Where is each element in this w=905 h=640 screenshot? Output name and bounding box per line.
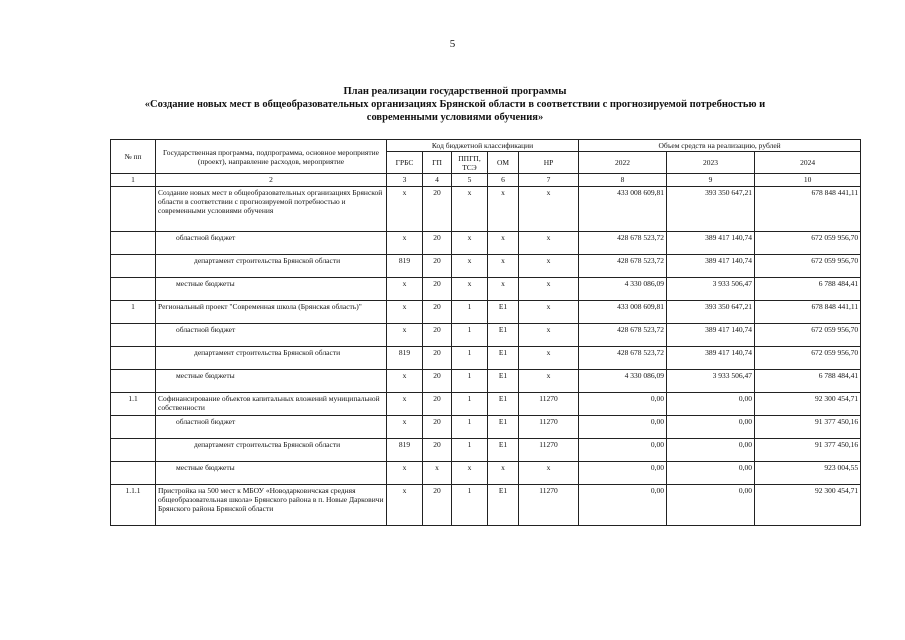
row-2022: 4 330 086,09 bbox=[579, 370, 667, 393]
row-np: х bbox=[519, 347, 579, 370]
row-2024: 672 059 956,70 bbox=[755, 347, 861, 370]
row-gp: 20 bbox=[423, 439, 452, 462]
row-2024: 92 300 454,71 bbox=[755, 485, 861, 526]
row-gp: 20 bbox=[423, 485, 452, 526]
row-np: х bbox=[519, 370, 579, 393]
row-grbs: х bbox=[387, 187, 423, 232]
row-grbs: х bbox=[387, 416, 423, 439]
table-row bbox=[111, 232, 861, 255]
header-index: 2 bbox=[156, 174, 387, 187]
header-index: 4 bbox=[423, 174, 452, 187]
header-2022: 2022 bbox=[579, 152, 667, 174]
row-om: Е1 bbox=[488, 370, 519, 393]
row-om: Е1 bbox=[488, 485, 519, 526]
row-num: 1.1.1 bbox=[111, 485, 156, 526]
row-num: 1 bbox=[111, 301, 156, 324]
row-2022: 428 678 523,72 bbox=[579, 347, 667, 370]
row-num bbox=[111, 347, 156, 370]
row-2022: 0,00 bbox=[579, 416, 667, 439]
plan-table bbox=[110, 139, 861, 526]
row-2024: 91 377 450,16 bbox=[755, 439, 861, 462]
row-2023: 0,00 bbox=[667, 393, 755, 416]
header-volume-group: Объем средств на реализацию, рублей bbox=[579, 140, 861, 152]
header-2024: 2024 bbox=[755, 152, 861, 174]
table-row bbox=[111, 485, 861, 526]
row-gp: 20 bbox=[423, 232, 452, 255]
row-2023: 0,00 bbox=[667, 462, 755, 485]
title-line-1: План реализации государственной программы bbox=[343, 86, 567, 97]
header-index: 7 bbox=[519, 174, 579, 187]
row-ppgp: 1 bbox=[452, 439, 488, 462]
row-om: х bbox=[488, 255, 519, 278]
header-np: НР bbox=[519, 152, 579, 174]
row-num bbox=[111, 255, 156, 278]
row-2022: 0,00 bbox=[579, 462, 667, 485]
row-name: департамент строительства Брянской области bbox=[156, 439, 387, 462]
row-grbs: х bbox=[387, 324, 423, 347]
row-name: Региональный проект "Современная школа (Брянская область)" bbox=[156, 301, 387, 324]
row-num bbox=[111, 278, 156, 301]
row-2022: 433 008 609,81 bbox=[579, 301, 667, 324]
row-2023: 389 417 140,74 bbox=[667, 255, 755, 278]
row-ppgp: х bbox=[452, 278, 488, 301]
row-2023: 0,00 bbox=[667, 439, 755, 462]
row-2024: 923 004,55 bbox=[755, 462, 861, 485]
row-gp: 20 bbox=[423, 278, 452, 301]
row-np: х bbox=[519, 278, 579, 301]
row-2023: 3 933 506,47 bbox=[667, 278, 755, 301]
row-np: х bbox=[519, 462, 579, 485]
header-index: 9 bbox=[667, 174, 755, 187]
row-om: Е1 bbox=[488, 324, 519, 347]
row-2024: 678 848 441,11 bbox=[755, 301, 861, 324]
row-om: х bbox=[488, 462, 519, 485]
row-num bbox=[111, 187, 156, 232]
header-num: № пп bbox=[111, 140, 156, 174]
table-row bbox=[111, 462, 861, 485]
row-2023: 393 350 647,21 bbox=[667, 301, 755, 324]
row-name: областной бюджет bbox=[156, 324, 387, 347]
row-name: Софинансирование объектов капитальных вложений муниципальной собственности bbox=[156, 393, 387, 416]
row-om: х bbox=[488, 278, 519, 301]
table-row bbox=[111, 255, 861, 278]
row-num bbox=[111, 462, 156, 485]
row-om: Е1 bbox=[488, 347, 519, 370]
title-line-2: «Создание новых мест в общеобразовательных организациях Брянской области в соответствии с прогнозируемой потребностью и bbox=[144, 99, 766, 110]
row-2022: 0,00 bbox=[579, 485, 667, 526]
page-number: 5 bbox=[449, 38, 456, 50]
row-2023: 389 417 140,74 bbox=[667, 324, 755, 347]
table-row bbox=[111, 347, 861, 370]
row-ppgp: х bbox=[452, 232, 488, 255]
header-index: 5 bbox=[452, 174, 488, 187]
title-line-3: современными условиями обучения» bbox=[366, 112, 544, 123]
row-gp: 20 bbox=[423, 187, 452, 232]
table-row bbox=[111, 393, 861, 416]
row-num bbox=[111, 416, 156, 439]
row-grbs: х bbox=[387, 370, 423, 393]
row-2022: 0,00 bbox=[579, 439, 667, 462]
row-2024: 672 059 956,70 bbox=[755, 324, 861, 347]
row-num bbox=[111, 439, 156, 462]
row-om: Е1 bbox=[488, 416, 519, 439]
row-om: Е1 bbox=[488, 301, 519, 324]
row-om: Е1 bbox=[488, 439, 519, 462]
row-grbs: х bbox=[387, 301, 423, 324]
row-om: х bbox=[488, 187, 519, 232]
header-index: 1 bbox=[111, 174, 156, 187]
row-np: 11270 bbox=[519, 416, 579, 439]
row-name: Создание новых мест в общеобразовательных организациях Брянской области в соответствии с прогнозируемой потребностью и современными условиями обучения bbox=[156, 187, 387, 232]
header-name: Государственная программа, подпрограмма, основное мероприятие (проект), направление расходов, мероприятие bbox=[156, 140, 387, 174]
header-om: ОМ bbox=[488, 152, 519, 174]
header-index: 6 bbox=[488, 174, 519, 187]
row-2024: 672 059 956,70 bbox=[755, 232, 861, 255]
row-grbs: 819 bbox=[387, 439, 423, 462]
row-gp: 20 bbox=[423, 347, 452, 370]
header-2023: 2023 bbox=[667, 152, 755, 174]
row-num: 1.1 bbox=[111, 393, 156, 416]
row-2022: 433 008 609,81 bbox=[579, 187, 667, 232]
row-ppgp: х bbox=[452, 462, 488, 485]
row-name: департамент строительства Брянской области bbox=[156, 347, 387, 370]
row-gp: 20 bbox=[423, 393, 452, 416]
row-ppgp: 1 bbox=[452, 485, 488, 526]
row-grbs: х bbox=[387, 278, 423, 301]
row-gp: х bbox=[423, 462, 452, 485]
row-name: местные бюджеты bbox=[156, 278, 387, 301]
row-2023: 3 933 506,47 bbox=[667, 370, 755, 393]
row-gp: 20 bbox=[423, 324, 452, 347]
row-ppgp: 1 bbox=[452, 393, 488, 416]
table-row bbox=[111, 187, 861, 232]
row-2022: 428 678 523,72 bbox=[579, 255, 667, 278]
header-gp: ГП bbox=[423, 152, 452, 174]
row-name: областной бюджет bbox=[156, 232, 387, 255]
row-gp: 20 bbox=[423, 370, 452, 393]
row-ppgp: 1 bbox=[452, 370, 488, 393]
row-2023: 0,00 bbox=[667, 416, 755, 439]
row-2023: 389 417 140,74 bbox=[667, 232, 755, 255]
row-grbs: х bbox=[387, 485, 423, 526]
row-ppgp: х bbox=[452, 187, 488, 232]
row-om: Е1 bbox=[488, 393, 519, 416]
row-np: х bbox=[519, 232, 579, 255]
row-2024: 6 788 484,41 bbox=[755, 278, 861, 301]
row-grbs: х bbox=[387, 232, 423, 255]
row-num bbox=[111, 232, 156, 255]
row-2024: 6 788 484,41 bbox=[755, 370, 861, 393]
header-ppgp: ППГП, ТСЭ bbox=[452, 152, 488, 174]
row-ppgp: 1 bbox=[452, 416, 488, 439]
row-name: местные бюджеты bbox=[156, 370, 387, 393]
row-2023: 389 417 140,74 bbox=[667, 347, 755, 370]
table-row bbox=[111, 278, 861, 301]
row-2022: 428 678 523,72 bbox=[579, 232, 667, 255]
table-row bbox=[111, 439, 861, 462]
row-np: 11270 bbox=[519, 485, 579, 526]
row-2024: 91 377 450,16 bbox=[755, 416, 861, 439]
row-grbs: х bbox=[387, 393, 423, 416]
header-index: 8 bbox=[579, 174, 667, 187]
row-2023: 0,00 bbox=[667, 485, 755, 526]
row-om: х bbox=[488, 232, 519, 255]
row-np: х bbox=[519, 301, 579, 324]
header-index: 10 bbox=[755, 174, 861, 187]
row-np: 11270 bbox=[519, 393, 579, 416]
row-2024: 92 300 454,71 bbox=[755, 393, 861, 416]
row-num bbox=[111, 324, 156, 347]
row-2023: 393 350 647,21 bbox=[667, 187, 755, 232]
row-gp: 20 bbox=[423, 255, 452, 278]
row-grbs: 819 bbox=[387, 347, 423, 370]
row-2022: 0,00 bbox=[579, 393, 667, 416]
row-np: х bbox=[519, 324, 579, 347]
document-title bbox=[90, 85, 820, 124]
row-ppgp: х bbox=[452, 255, 488, 278]
header-grbs: ГРБС bbox=[387, 152, 423, 174]
row-name: департамент строительства Брянской области bbox=[156, 255, 387, 278]
row-num bbox=[111, 370, 156, 393]
row-grbs: 819 bbox=[387, 255, 423, 278]
row-2024: 678 848 441,11 bbox=[755, 187, 861, 232]
row-name: местные бюджеты bbox=[156, 462, 387, 485]
row-np: х bbox=[519, 255, 579, 278]
row-np: х bbox=[519, 187, 579, 232]
row-name: областной бюджет bbox=[156, 416, 387, 439]
row-ppgp: 1 bbox=[452, 347, 488, 370]
row-ppgp: 1 bbox=[452, 301, 488, 324]
row-np: 11270 bbox=[519, 439, 579, 462]
row-2022: 4 330 086,09 bbox=[579, 278, 667, 301]
table-row bbox=[111, 416, 861, 439]
row-gp: 20 bbox=[423, 301, 452, 324]
row-2022: 428 678 523,72 bbox=[579, 324, 667, 347]
row-name: Пристройка на 500 мест к МБОУ «Новодарковичская средняя общеобразовательная школа» Брянского района в п. Новые Дарковичи Брянского района Брянской области bbox=[156, 485, 387, 526]
row-2024: 672 059 956,70 bbox=[755, 255, 861, 278]
row-ppgp: 1 bbox=[452, 324, 488, 347]
table-row bbox=[111, 324, 861, 347]
table-row bbox=[111, 370, 861, 393]
header-code-group: Код бюджетной классификации bbox=[387, 140, 579, 152]
row-grbs: х bbox=[387, 462, 423, 485]
row-gp: 20 bbox=[423, 416, 452, 439]
table-row bbox=[111, 301, 861, 324]
header-index: 3 bbox=[387, 174, 423, 187]
